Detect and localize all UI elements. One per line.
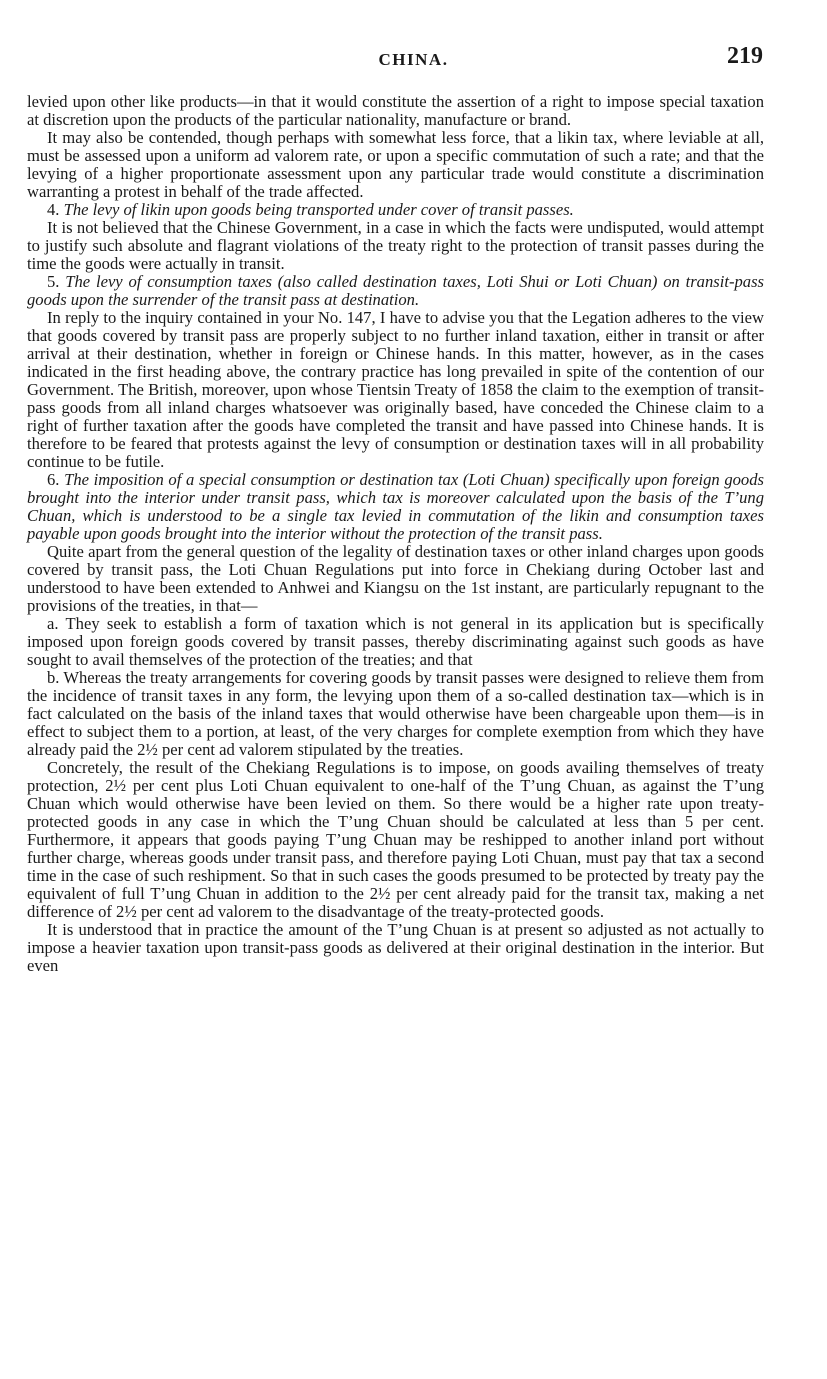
paragraph: It is not believed that the Chinese Government, in a case in which the facts were undisputed, would attempt to justify such absolute and flagrant violations of the treaty right to the protection of transit passes during the time the goods were actually in transit. — [27, 218, 764, 273]
section-number: 5. — [47, 272, 60, 291]
paragraph: It may also be contended, though perhaps with somewhat less force, that a likin tax, where leviable at all, must be assessed upon a uniform ad valorem rate, or upon a specific commutation of such a rate; and that the levying of a higher proportionate assessment upon any particular trade would constitute a discrimination warranting a protest in behalf of the trade affected. — [27, 128, 764, 201]
page-body — [27, 93, 764, 975]
section-number: 6. — [47, 470, 60, 489]
page-header — [0, 40, 827, 80]
paragraph: It is understood that in practice the amount of the T’ung Chuan is at present so adjusted as not actually to impose a heavier taxation upon transit-pass goods as delivered at their original destination in the interior. But even — [27, 920, 764, 975]
running-title: CHINA. — [378, 50, 449, 69]
page-number: 219 — [727, 43, 763, 69]
section-heading-text: The levy of likin upon goods being transported under cover of transit passes. — [63, 200, 574, 219]
paragraph: Concretely, the result of the Chekiang Regulations is to impose, on goods availing themselves of treaty protection, 2½ per cent plus Loti Chuan equivalent to one-half of the T’ung Chuan, as against the T’ung Chuan which would otherwise have been levied on them. So there would be a higher rate upon treaty-protected goods in any case in which the T’ung Chuan should be calculated at less than 5 per cent. Furthermore, it appears that goods paying T’ung Chuan may be reshipped to another inland port without further charge, whereas goods under transit pass, and therefore paying Loti Chuan, must pay that tax a second time in the case of such reshipment. So that in such cases the goods presumed to be protected by treaty pay the equivalent of full T’ung Chuan in addition to the 2½ per cent already paid for the transit tax, making a net difference of 2½ per cent ad valorem to the disadvantage of the treaty-protected goods. — [27, 758, 764, 921]
section-heading — [27, 471, 764, 543]
paragraph: b. Whereas the treaty arrangements for covering goods by transit passes were designed to relieve them from the incidence of transit taxes in any form, the levying upon them of a so-called destination tax—which is in fact calculated on the basis of the inland taxes that would otherwise have been chargeable upon them—is in effect to subject them to a portion, at least, of the very charges for complete exemption from which they have already paid the 2½ per cent ad valorem stipulated by the treaties. — [27, 668, 764, 759]
paragraph: Quite apart from the general question of the legality of destination taxes or other inland charges upon goods covered by transit pass, the Loti Chuan Regulations put into force in Chekiang during October last and understood to have been extended to Anhwei and Kiangsu on the 1st instant, are particularly repugnant to the provisions of the treaties, in that— — [27, 542, 764, 615]
paragraph: In reply to the inquiry contained in your No. 147, I have to advise you that the Legation adheres to the view that goods covered by transit pass are properly subject to no further inland taxation, either in transit or after arrival at their destination, whether in foreign or Chinese hands. In this matter, however, as in the cases indicated in the first heading above, the contrary practice has long prevailed in spite of the contention of our Government. The British, moreover, upon whose Tientsin Treaty of 1858 the claim to the exemption of transit-pass goods from all inland charges whatsoever was originally based, have conceded the Chinese claim to a right of further taxation after the goods have completed the transit and have passed into Chinese hands. It is therefore to be feared that protests against the levy of consumption or destination taxes will in all probability continue to be futile. — [27, 308, 764, 471]
section-heading-text: The imposition of a special consumption or destination tax (Loti Chuan) specifically upon foreign goods brought into the interior under transit pass, which tax is moreover calculated upon the basis of the T’ung Chuan, which is understood to be a single tax levied in commutation of the likin and consumption taxes payable upon goods brought into the interior without the protection of the transit pass. — [27, 470, 764, 543]
section-heading — [27, 273, 764, 309]
paragraph: a. They seek to establish a form of taxation which is not general in its application but is specifically imposed upon foreign goods covered by transit passes, thereby discriminating against such goods as have sought to avail themselves of the protection of the treaties; and that — [27, 614, 764, 669]
section-heading — [27, 201, 764, 219]
section-heading-text: The levy of consumption taxes (also called destination taxes, Loti Shui or Loti Chuan) on transit-pass goods upon the surrender of the transit pass at destination. — [27, 272, 764, 309]
section-number: 4. — [47, 200, 60, 219]
paragraph: levied upon other like products—in that it would constitute the assertion of a right to impose special taxation at discretion upon the products of the particular nationality, manufacture or brand. — [27, 92, 764, 129]
